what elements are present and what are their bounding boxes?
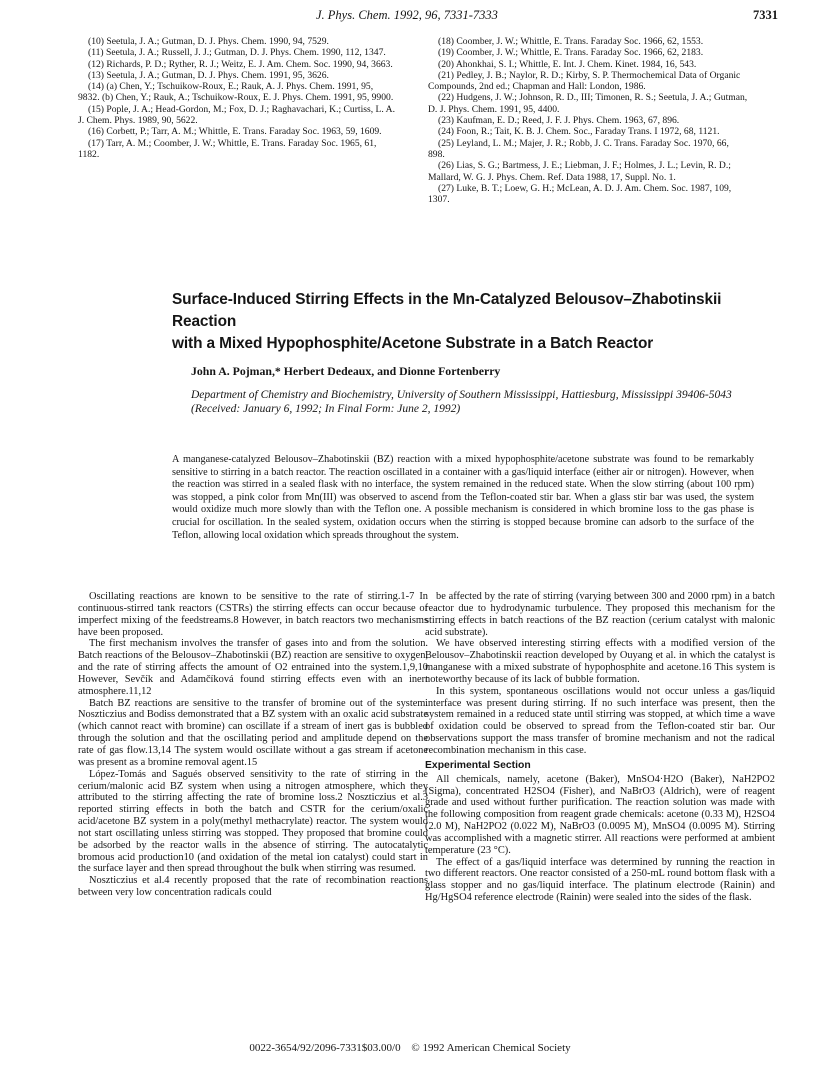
paragraph: be affected by the rate of stirring (varying between 300 and 2000 rpm) in a batch reactor due to hydrodynamic turbulence. They proposed this mechanism for the stirring effects in batch reactions of the BZ reaction (cerium catalyst with malonic acid substrate).: [425, 591, 775, 638]
paragraph: Oscillating reactions are known to be sensitive to the rate of stirring.1-7 In continuous-stirred tank reactors (CSTRs) the stirring effects can occur because of imperfect mixing of the feedstreams.8 However, in batch reactors two mechanisms have been proposed.: [78, 591, 428, 638]
reference: (21) Pedley, J. B.; Naylor, R. D.; Kirby, S. P. Thermochemical Data of Organic Compounds, 2nd ed.; Chapman and Hall: London, 1986.: [428, 69, 741, 93]
authors: John A. Pojman,* Herbert Dedeaux, and Dionne Fortenberry: [191, 364, 501, 378]
reference: (24) Foon, R.; Tait, K. B. J. Chem. Soc., Faraday Trans. I 1972, 68, 1121.: [438, 126, 720, 138]
reference: (14) (a) Chen, Y.; Tschuikow-Roux, E.; Rauk, A. J. Phys. Chem. 1991, 95, 9832. (b) Chen, Y.; Rauk, A.; Tschuikow-Roux, E. J. Phys. Chem. 1991, 95, 9900.: [78, 81, 394, 104]
abstract: A manganese-catalyzed Belousov–Zhabotinskii (BZ) reaction with a mixed hypophosphite/acetone substrate was found to be remarkably sensitive to stirring in a batch reactor. The reaction oscillated in a container with a gas/liquid interface (either air or nitrogen). However, when the reaction was stirred in a sealed flask with no interface, the system remained in the reduced state. When the slow stirring (about 100 rpm) was stopped, a pink color from Mn(III) was observed to ascend from the Teflon-coated stir bar. When a glass stir bar was used, the system would oxidize much more slowly than with the Teflon one. A possible mechanism is considered in which bromine loss to the gas phase is crucial for oscillation. In the sealed system, oxidation occurs when the stirring is stopped because bromine can adsorb to the surface of the Teflon, allowing local oxidation which spreads throughout the system.: [172, 454, 754, 541]
page-footer: [0, 1042, 820, 1054]
reference: (20) Ahonkhai, S. I.; Whittle, E. Int. J. Chem. Kinet. 1984, 16, 543.: [438, 58, 697, 70]
references-right: [428, 36, 748, 205]
reference: (23) Kaufman, E. D.; Reed, J. F. J. Phys. Chem. 1963, 67, 896.: [438, 115, 680, 127]
article-code: 0022-3654/92/2096-7331$03.00/0: [249, 1042, 401, 1054]
paragraph: López-Tomás and Sagués observed sensitivity to the rate of stirring in the cerium/malonic acid BZ system when using a nitrogen atmosphere, which they attributed to the stirring affecting the rate of bromine loss.2 Noszticzius et al.3 reported stirring effects in both the batch and CSTR for the cerium/oxalic acid/acetone BZ system in a poly(methyl methacrylate) reactor. The system would not start oscillating unless stirring was stopped. They proposed that bromine could be adsorbed by the reactor walls in the absence of stirring. The autocatalytic bromous acid production10 (and oxidation of the metal ion catalyst) could start in the surface layer and then spread throughout the bulk when stirring was resumed.: [78, 768, 428, 875]
reference: (16) Corbett, P.; Tarr, A. M.; Whittle, E. Trans. Faraday Soc. 1963, 59, 1609.: [88, 126, 382, 138]
paragraph: Noszticzius et al.4 recently proposed that the rate of recombination reactions between very low concentration radicals could: [78, 875, 428, 899]
paragraph: The first mechanism involves the transfer of gases into and from the solution. Batch reactions of the Belousov–Zhabotinskii (BZ) reaction are sensitive to oxygen, and the rate of stirring affects the amount of O2 entrained into the system.1,9,10 However, Sevčík and Adamčíková found stirring effects even with an inert atmosphere.11,12: [78, 638, 429, 697]
reference: (11) Seetula, J. A.; Russell, J. J.; Gutman, D. J. Phys. Chem. 1990, 112, 1347.: [88, 47, 386, 59]
reference: (12) Richards, P. D.; Ryther, R. J.; Weitz, E. J. Am. Chem. Soc. 1990, 94, 3663.: [88, 58, 393, 70]
reference: (17) Tarr, A. M.; Coomber, J. W.; Whittle, E. Trans. Faraday Soc. 1965, 61, 1182.: [78, 137, 377, 160]
reference: (13) Seetula, J. A.; Gutman, D. J. Phys. Chem. 1991, 95, 3626.: [88, 69, 329, 81]
reference: (25) Leyland, L. M.; Majer, J. R.; Robb, J. C. Trans. Faraday Soc. 1970, 66, 898.: [428, 137, 729, 160]
page-number: 7331: [753, 8, 778, 22]
copyright: © 1992 American Chemical Society: [411, 1042, 571, 1054]
paragraph: The effect of a gas/liquid interface was determined by running the reaction in two different reactors. One reactor consisted of a 250-mL round bottom flask with a glass stopper and no gas/liquid interface. The platinum electrode (Rainin) and Hg/HgSO4 reference electrode (Rainin) were sealed into the sides of the flask.: [425, 856, 775, 904]
reference: (15) Pople, J. A.; Head-Gordon, M.; Fox, D. J.; Raghavachari, K.; Curtiss, L. A. J. Chem. Phys. 1989, 90, 5622.: [78, 103, 395, 127]
running-header: [316, 8, 498, 23]
journal-citation: J. Phys. Chem. 1992, 96, 7331-7333: [316, 8, 498, 22]
reference: (27) Luke, B. T.; Loew, G. H.; McLean, A. D. J. Am. Chem. Soc. 1987, 109, 1307.: [428, 182, 732, 206]
references-left: [78, 36, 396, 160]
body-column-left: [78, 591, 428, 899]
article-title: Surface-Induced Stirring Effects in the Mn-Catalyzed Belousov–Zhabotinskii Reaction with a Mixed Hypophosphite/Acetone Substrate in a Batch Reactor: [172, 291, 722, 352]
body-column-right: [425, 591, 775, 904]
section-heading: Experimental Section: [425, 759, 531, 771]
reference: (10) Seetula, J. A.; Gutman, D. J. Phys. Chem. 1990, 94, 7529.: [88, 36, 329, 47]
paragraph: We have observed interesting stirring effects with a modified version of the Belousov–Zhabotinskii reaction developed by Ouyang et al. in which the catalyst is manganese with a mixed substrate of hypophosphite and acetone.16 This system is noteworthy because of its lack of bubble formation.: [425, 638, 775, 685]
reference: (22) Hudgens, J. W.; Johnson, R. D., III; Timonen, R. S.; Seetula, J. A.; Gutman, D. J. Phys. Chem. 1991, 95, 4400.: [428, 92, 748, 115]
reference: (26) Lias, S. G.; Bartmess, J. E.; Liebman, J. F.; Holmes, J. L.; Levin, R. D.; Mallard, W. G. J. Phys. Chem. Ref. Data 1988, 17, Suppl. No. 1.: [428, 160, 731, 183]
affiliation: Department of Chemistry and Biochemistry, University of Southern Mississippi, Hattiesburg, Mississippi 39406-5043 (Received: January 6, 1992; In Final Form: June 2, 1992): [191, 389, 732, 415]
reference: (18) Coomber, J. W.; Whittle, E. Trans. Faraday Soc. 1966, 62, 1553.: [438, 36, 704, 47]
paragraph: All chemicals, namely, acetone (Baker), MnSO4·H2O (Baker), NaH2PO2 (Sigma), concentrated H2SO4 (Fisher), and NaBrO3 (Aldrich), were of reagent grade and used without further purification. The reaction solution was made with the following composition from reagent grade chemicals: acetone (0.33 M), H2SO4 (2.0 M), NaH2PO2 (0.022 M), NaBrO3 (0.0095 M), MnSO4 (0.0095 M). Stirring was accomplished with a magnetic stirrer. All reactions were performed at ambient temperature (23 °C).: [425, 773, 775, 856]
reference: (19) Coomber, J. W.; Whittle, E. Trans. Faraday Soc. 1966, 62, 2183.: [438, 47, 704, 59]
paragraph: In this system, spontaneous oscillations would not occur unless a gas/liquid interface was present during stirring. If no such interface was present, then the system remained in a reduced state until stirring was stopped, at which time a wave of oxidation could be observed to spread from the Teflon-coated stir bar. Our observations support the mass transfer of bromine mechanism and not the radical recombination mechanism in this case.: [425, 685, 775, 756]
paragraph: Batch BZ reactions are sensitive to the transfer of bromine out of the system. Noszticzius and Bodiss demonstrated that a BZ system with an oxalic acid substrate (which cannot react with bromine) can oscillate if a stream of inert gas is bubbled through the solution and that the oscillating period and amplitude depend on the rate of gas flow.13,14 The system would oscillate without a gas stream if acetone was present as a bromine removal agent.15: [78, 697, 428, 768]
